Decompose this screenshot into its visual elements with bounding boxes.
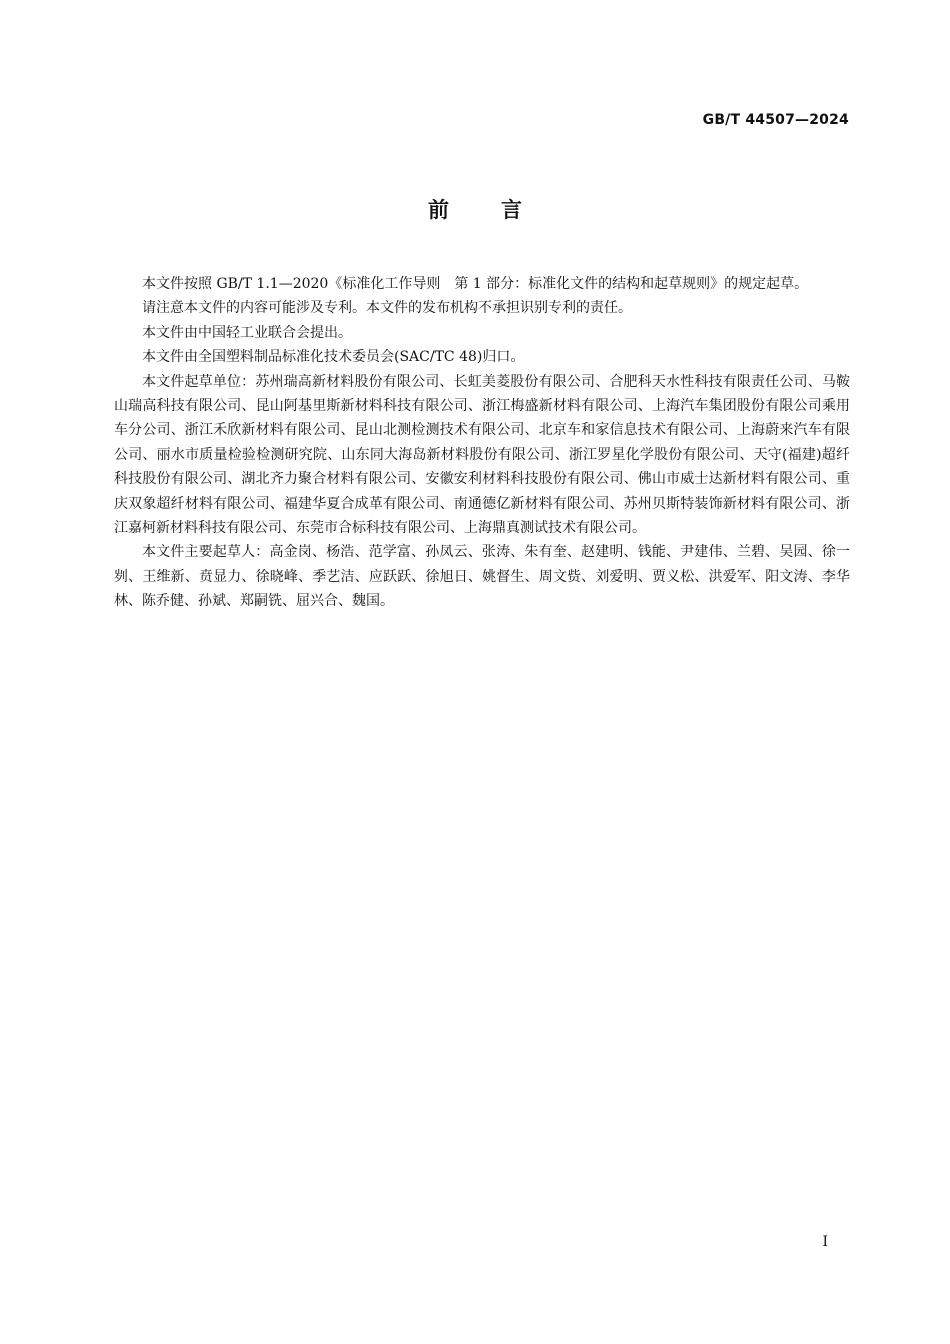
paragraph-drafting-organizations: 本文件起草单位：苏州瑞高新材料股份有限公司、长虹美菱股份有限公司、合肥科天水性科技有限责任公司、马鞍山瑞高科技有限公司、昆山阿基里斯新材料科技有限公司、浙江梅盛新材料有限公司、上海汽车集团股份有限公司乘用车分公司、浙江禾欣新材料有限公司、昆山北测检测技术有限公司、北京车和家信息技术有限公司、上海蔚来汽车有限公司、丽水市质量检验检测研究院、山东同大海岛新材料股份有限公司、浙江罗星化学股份有限公司、天守(福建)超纤科技股份有限公司、湖北齐力聚合材料有限公司、安徽安利材料科技股份有限公司、佛山市威士达新材料有限公司、重庆双象超纤材料有限公司、福建华夏合成革有限公司、南通德亿新材料有限公司、苏州贝斯特装饰新材料有限公司、浙江嘉柯新材料科技有限公司、东莞市合标科技有限公司、上海鼎真测试技术有限公司。 <box>114 373 850 537</box>
paragraph-patent-notice: 请注意本文件的内容可能涉及专利。本文件的发布机构不承担识别专利的责任。 <box>142 300 632 317</box>
standard-number: GB/T 44507—2024 <box>702 112 849 128</box>
paragraph-technical-committee: 本文件由全国塑料制品标准化技术委员会(SAC/TC 48)归口。 <box>142 349 525 366</box>
foreword-body <box>114 272 850 614</box>
page-title: 前言 <box>428 198 574 222</box>
paragraph-drafting-rules: 本文件按照 GB/T 1.1—2020《标准化工作导则 第 1 部分：标准化文件的结构和起草规则》的规定起草。 <box>142 276 809 292</box>
paragraph-proposer: 本文件由中国轻工业联合会提出。 <box>142 324 352 341</box>
paragraph-drafters: 本文件主要起草人：高金岗、杨浩、范学富、孙凤云、张涛、朱有奎、赵建明、钱能、尹建伟、兰碧、吴园、徐一刿、王维新、贲显力、徐晓峰、季艺洁、应跃跃、徐旭日、姚督生、周文赀、刘爱明、贾义松、洪爱军、阳文涛、李华林、陈乔健、孙斌、郑嗣铣、屈兴合、魏国。 <box>114 544 850 610</box>
page-number: I <box>822 1234 828 1250</box>
